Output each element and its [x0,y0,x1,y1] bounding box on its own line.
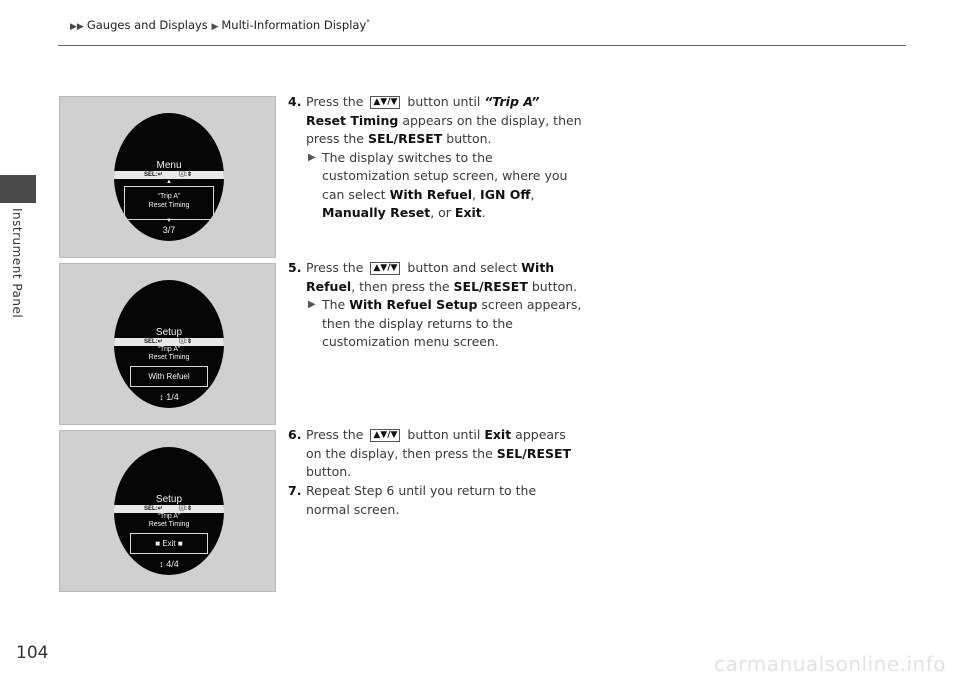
display-title: Setup [155,327,183,338]
display-control-bar [114,171,224,179]
step-text: button and select [407,260,518,275]
sel-hint: SEL:↵ [144,339,163,345]
result-text: then the display returns to the [322,315,513,331]
step-7 [288,482,588,519]
result-arrow-icon: ▶ [308,151,316,163]
info-hint: ⓘ:⇕ [178,506,192,512]
arrow-icon: ▶▶ [70,22,84,32]
step-text: button until [407,94,481,109]
breadcrumb-item-gauges[interactable]: Gauges and Displays [86,18,208,32]
emphasis: Manually Reset [322,205,431,220]
step-4 [288,93,588,223]
step-number: 7. [288,483,302,498]
step-text: on the display, then press the [306,445,493,461]
sel-hint: SEL:↵ [144,506,163,512]
emphasis: SEL/RESET [368,131,443,146]
step-text: button. [306,464,352,479]
result-text: The display switches to the [322,149,493,165]
display-screen [114,280,224,408]
punct: , [472,186,477,202]
info-hint: ⓘ:⇕ [178,339,192,345]
section-tab [0,175,36,203]
result-text: The [322,297,346,312]
watermark: carmanualsonline.info [714,652,946,676]
asterisk: * [366,18,370,27]
step-text: button until [407,427,481,442]
header-divider [58,45,906,46]
emphasis: Refuel [306,278,352,294]
result-text: can select [322,186,386,202]
page-number: 104 [16,643,49,663]
step-number: 5. [288,260,302,275]
up-arrow-icon: ▲ [166,179,172,185]
emphasis: With Refuel [389,186,473,202]
display-line2: Reset Timing [148,354,190,361]
display-screen [114,113,224,241]
punct: . [481,205,486,220]
up-down-button-icon: ▲▼/▼ [370,429,400,442]
emphasis: IGN Off [480,186,531,202]
emphasis: Exit [454,205,482,220]
result-text: customization setup screen, where you [322,168,568,183]
step-text: appears on the display, then [402,112,582,128]
display-page: ↕ 1/4 [159,392,179,402]
punct: , [530,186,535,202]
step-text: Press the [306,427,364,442]
display-page: ↕ 4/4 [159,559,179,569]
display-option: ■ Exit ■ [130,533,208,554]
display-line2: Reset Timing [148,521,190,528]
display-selection-box [124,186,214,220]
arrow-icon: ▶ [211,22,219,32]
step-text: normal screen. [306,501,400,517]
up-down-button-icon: ▲▼/▼ [370,262,400,275]
display-line2: Reset Timing [148,202,190,209]
step-text: button. [531,278,578,294]
display-illustration-setup-refuel [59,263,276,425]
emphasis: With [521,260,555,275]
result-text: customization menu screen. [322,334,499,349]
display-option: With Refuel [130,366,208,387]
up-down-button-icon: ▲▼/▼ [370,96,400,109]
emphasis: SEL/RESET [496,445,572,461]
display-illustration-setup-exit [59,430,276,592]
emphasis: Reset Timing [306,112,399,128]
result-text: screen appears, [481,297,582,312]
step-text: Repeat Step 6 until you return to the [306,483,537,498]
step-5 [288,259,588,352]
emphasis: Exit [484,427,512,442]
step-number: 4. [288,94,302,109]
display-title: Menu [156,160,182,171]
step-text: appears [515,427,566,442]
emphasis: SEL/RESET [453,278,528,294]
display-page: 3/7 [162,225,176,235]
display-line1: “Trip A” [157,513,181,520]
display-title: Setup [155,494,183,505]
step-text: Press the [306,260,364,275]
step-number: 6. [288,427,302,442]
display-control-bar [114,338,224,346]
info-hint: ⓘ:⇕ [178,172,192,178]
sel-hint: SEL:↵ [144,172,163,178]
emphasis: With Refuel Setup [349,297,478,312]
display-illustration-menu [59,96,276,258]
down-arrow-icon: ▼ [166,218,172,224]
step-text: press the [306,131,365,146]
step-text: , then press the [351,278,450,294]
step-text: Press the [306,94,364,109]
display-control-bar [114,505,224,513]
section-label: Instrument Panel [10,208,24,319]
display-line1: “Trip A” [157,346,181,353]
emphasis: “Trip A” [484,94,540,109]
display-line1: “Trip A” [157,193,181,200]
display-screen [114,447,224,575]
step-6 [288,426,588,482]
breadcrumb-item-mid[interactable]: Multi-Information Display [221,18,367,32]
result-arrow-icon: ▶ [308,299,316,310]
result-text: , or [430,205,451,220]
breadcrumb [70,18,370,32]
step-text: button. [446,131,492,146]
